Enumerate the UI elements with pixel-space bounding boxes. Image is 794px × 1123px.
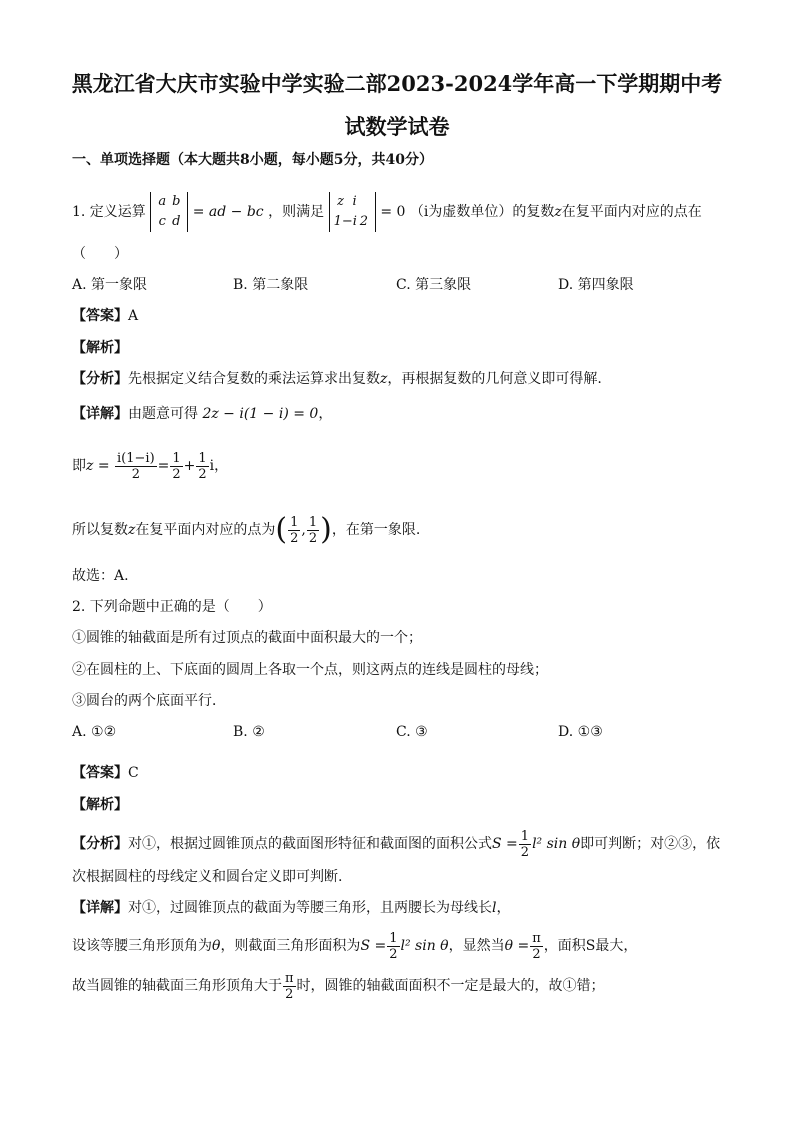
q2-statement-2: ②在圆柱的上、下底面的圆周上各取一个点，则这两点的连线是圆柱的母线； (72, 662, 548, 678)
q1-def-rhs: = ad − bc (192, 204, 264, 220)
q2-fenxi-line2: 次根据圆柱的母线定义和圆台定义即可判断. (72, 869, 343, 885)
q1-ji-line: 即z = $\frac{i(1-i)}{2}$ = $\frac{1}{2}$ + $\frac{1}{2}$ i， (72, 450, 229, 482)
q1-paren: （ ） (72, 246, 128, 262)
q1-detail: 【详解】由题意可得 2z − i(1 − i) = 0， (72, 406, 333, 422)
q1-cond-rhs: = 0 (380, 204, 406, 220)
q2-she-line: 设该等腰三角形顶角为θ，则截面三角形面积为S = $\frac{1}{2}$ l² sin θ，显然当θ = $\frac{\pi}{2}$ ，面积S最大， (72, 930, 638, 962)
doc-title-line1: 黑龙江省大庆市实验中学实验二部2023-2024学年高一下学期期中考 (71, 71, 723, 96)
q1-suoyi-line: 所以复数z在复平面内对应的点为( $\frac{1}{2}$ , $\frac{1}{2}$ )，在第一象限. (72, 512, 421, 547)
q1-mid: ，则满足 (268, 204, 325, 220)
q2-option-c: C. ③ (396, 724, 428, 740)
q1-option-b: B. 第二象限 (233, 277, 309, 293)
q1-option-c: C. 第三象限 (396, 277, 472, 293)
q2-option-d: D. ①③ (558, 724, 603, 740)
q1-analysis-tag: 【解析】 (72, 340, 128, 356)
q1-suffix: （i为虚数单位）的复数 (409, 204, 555, 220)
q1-stem: 1. 定义运算 a b c d = ad − bc ，则满足 z i 1−i 2 = 0 （i为虚数单位）的复数z在复平面内对应的点在 (72, 190, 702, 234)
q2-option-b: B. ② (233, 724, 265, 740)
q2-analysis-tag: 【解析】 (72, 797, 128, 813)
q2-stem: 2. 下列命题中正确的是（ ） (72, 599, 272, 615)
section-heading: 一、单项选择题（本大题共8小题，每小题5分，共40分） (72, 152, 433, 168)
q1-answer: 【答案】A (72, 308, 139, 324)
q1-option-a: A. 第一象限 (72, 277, 148, 293)
q1-conclusion: 故选：A. (72, 568, 129, 584)
q1-determinant-def: a b c d (150, 192, 188, 232)
q2-statement-3: ③圆台的两个底面平行． (72, 693, 226, 709)
q2-detail: 【详解】对①，过圆锥顶点的截面为等腰三角形，且两腰长为母线长l， (72, 900, 511, 916)
q1-option-d: D. 第四象限 (558, 277, 634, 293)
q1-prefix: 1. 定义运算 (72, 204, 146, 220)
q2-fenxi-line1: 【分析】对①，根据过圆锥顶点的截面图形特征和截面图的面积公式S = $\frac{1}{2}$ l² sin θ即可判断；对②③，依 (72, 828, 721, 860)
q2-gu-line: 故当圆锥的轴截面三角形顶角大于 $\frac{\pi}{2}$ 时，圆锥的轴截面面积不一定是最大的，故①错； (72, 970, 605, 1002)
q1-fenxi: 【分析】先根据定义结合复数的乘法运算求出复数z，再根据复数的几何意义即可得解. (72, 371, 602, 387)
q2-option-a: A. ①② (72, 724, 117, 740)
q1-determinant-cond: z i 1−i 2 (329, 192, 376, 232)
q2-statement-1: ①圆锥的轴截面是所有过顶点的截面中面积最大的一个； (72, 630, 422, 646)
doc-title-line2: 试数学试卷 (344, 114, 450, 139)
q2-answer: 【答案】C (72, 765, 139, 781)
